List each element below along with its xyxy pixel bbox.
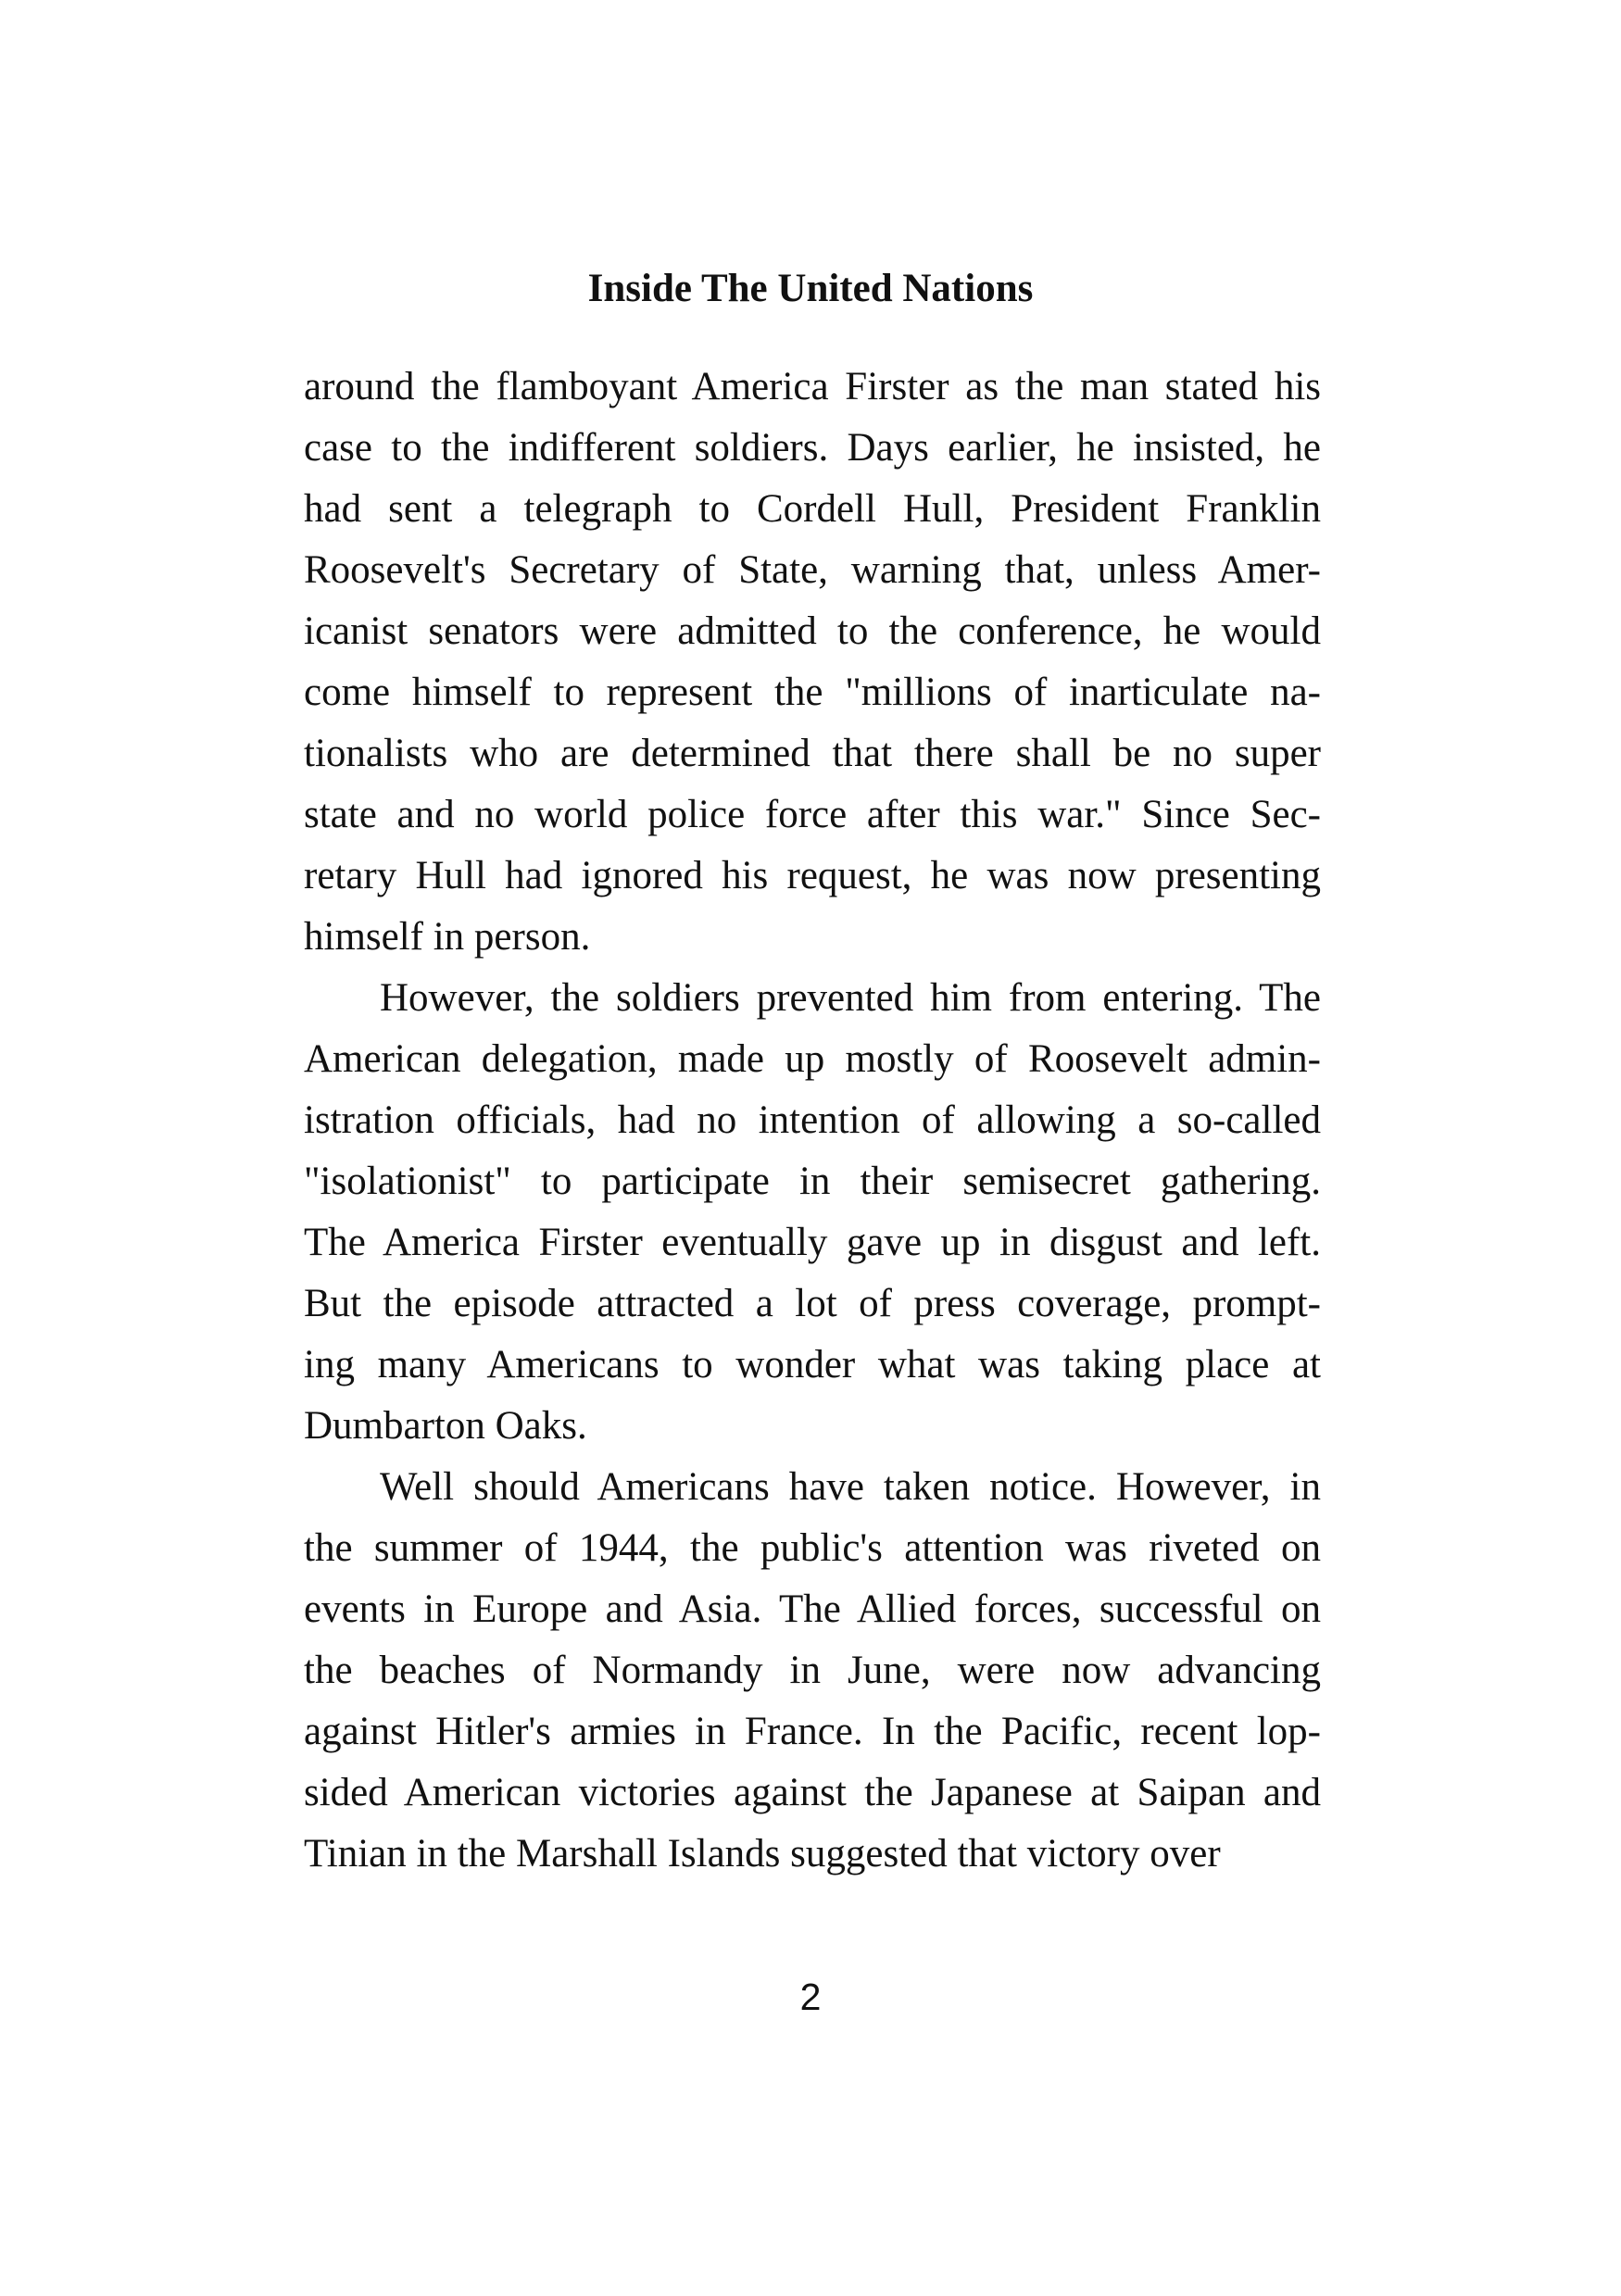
text-line: But the episode attracted a lot of press coverage, prompt- — [304, 1282, 1321, 1325]
running-header: Inside The United Nations — [587, 267, 1034, 310]
text-line: the beaches of Normandy in June, were now advancing — [304, 1649, 1321, 1692]
body-text — [304, 357, 1321, 1885]
text-line: retary Hull had ignored his request, he was now presenting — [304, 854, 1321, 897]
paragraph-3 — [304, 1457, 1321, 1885]
text-line: Dumbarton Oaks. — [304, 1404, 587, 1448]
text-line: had sent a telegraph to Cordell Hull, President Franklin — [304, 487, 1321, 531]
text-line: state and no world police force after this war." Since Sec- — [304, 793, 1321, 836]
text-line: Roosevelt's Secretary of State, warning that, unless Amer- — [304, 548, 1321, 592]
paragraph-1 — [304, 357, 1321, 968]
text-line: around the flamboyant America Firster as the man stated his — [304, 365, 1321, 408]
text-line: icanist senators were admitted to the conference, he would — [304, 609, 1321, 653]
text-line: events in Europe and Asia. The Allied forces, successful on — [304, 1587, 1321, 1631]
text-line: the summer of 1944, the public's attention was riveted on — [304, 1526, 1321, 1570]
text-line: tionalists who are determined that there shall be no super — [304, 732, 1321, 775]
text-line: The America Firster eventually gave up in disgust and left. — [304, 1221, 1321, 1264]
text-line: ing many Americans to wonder what was taking place at — [304, 1343, 1321, 1386]
text-line: Tinian in the Marshall Islands suggested that victory over — [304, 1832, 1221, 1876]
text-line: against Hitler's armies in France. In the Pacific, recent lop- — [304, 1710, 1321, 1753]
text-line: sided American victories against the Japanese at Saipan and — [304, 1771, 1321, 1814]
text-line: Well should Americans have taken notice. However, in — [380, 1465, 1321, 1509]
text-line: "isolationist" to participate in their semisecret gathering. — [304, 1160, 1321, 1203]
page-number: 2 — [799, 1976, 822, 2018]
paragraph-2 — [304, 968, 1321, 1457]
text-line: However, the soldiers prevented him from entering. The — [380, 976, 1321, 1020]
text-line: come himself to represent the "millions of inarticulate na- — [304, 671, 1321, 714]
text-line: American delegation, made up mostly of Roosevelt admin- — [304, 1037, 1321, 1081]
text-line: himself in person. — [304, 915, 591, 959]
text-line: case to the indifferent soldiers. Days earlier, he insisted, he — [304, 426, 1321, 470]
text-line: istration officials, had no intention of allowing a so-called — [304, 1098, 1321, 1142]
